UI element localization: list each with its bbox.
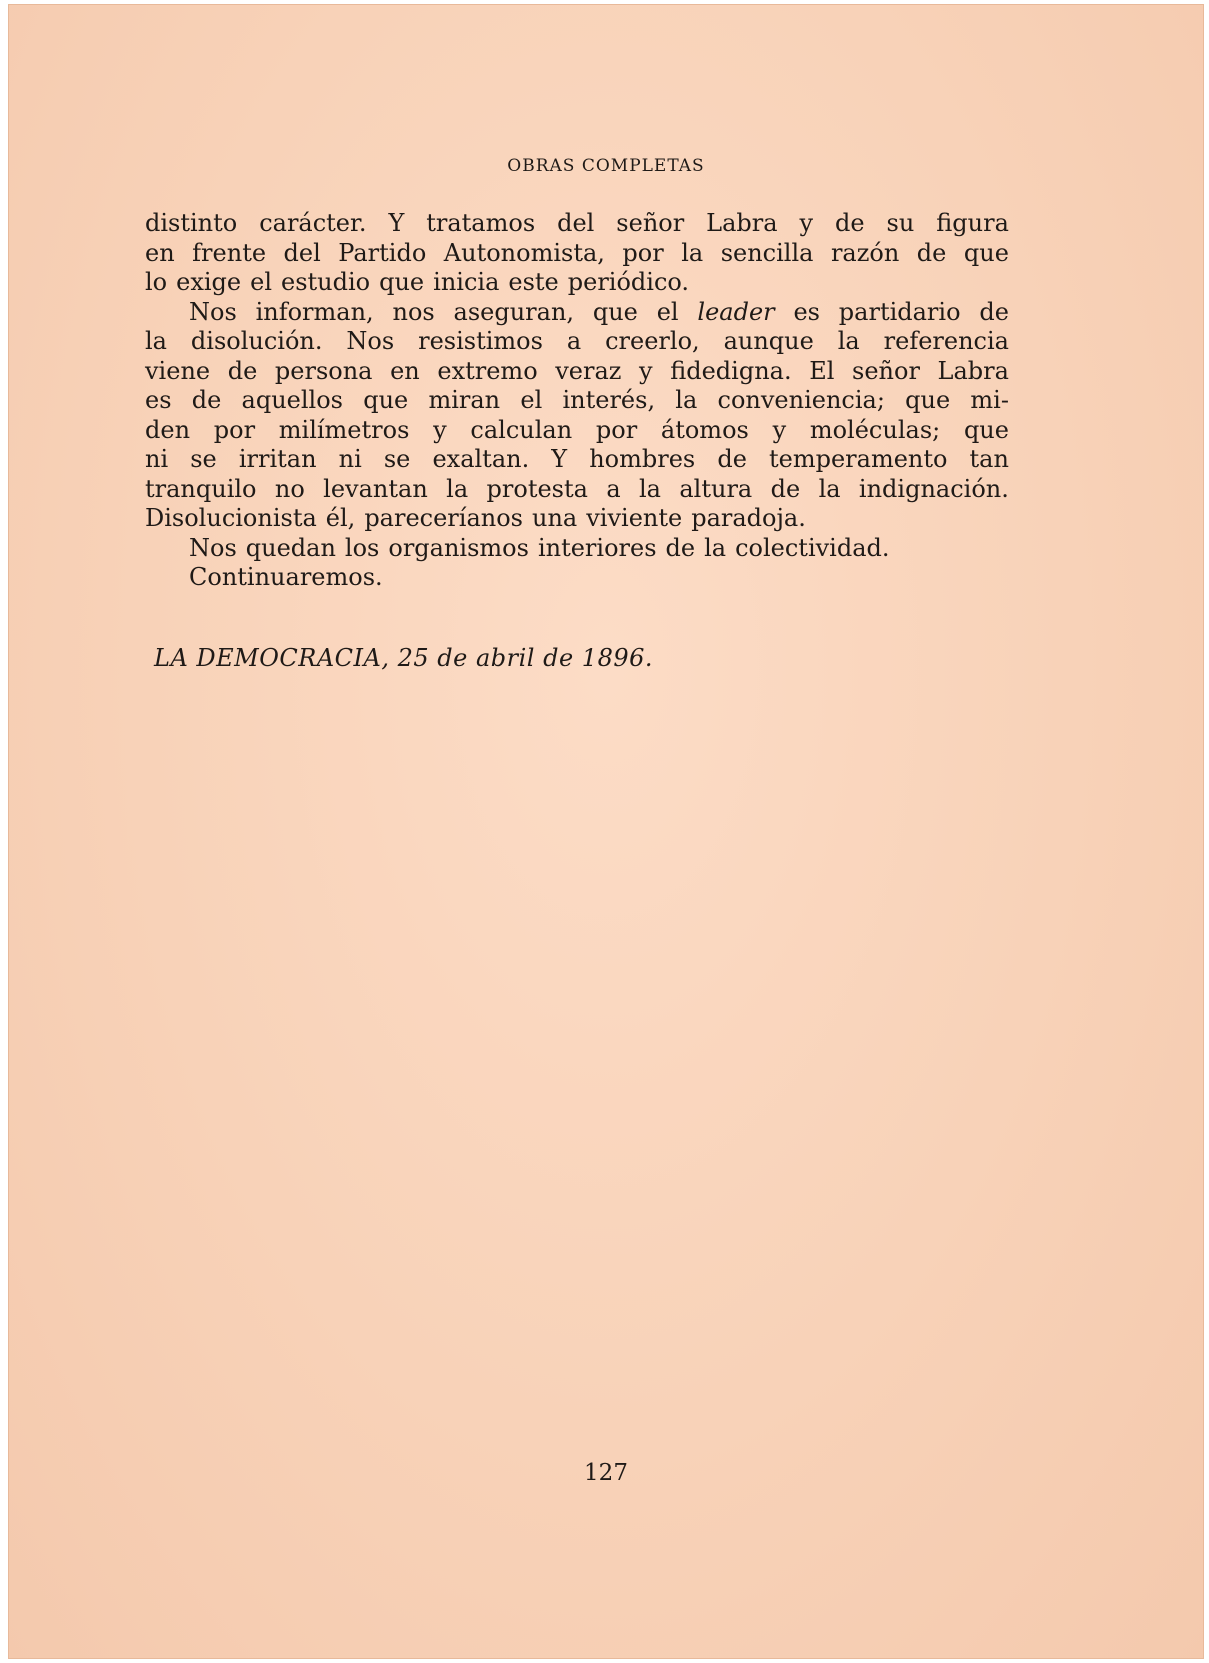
word: este	[508, 268, 559, 296]
word: y	[433, 415, 447, 444]
word: a	[566, 327, 582, 355]
word: Labra	[937, 356, 1009, 385]
word: Partido	[338, 238, 427, 267]
text-line	[145, 268, 1009, 298]
word: temperamento	[768, 445, 948, 473]
word: de	[979, 297, 1009, 326]
word: lo	[145, 268, 168, 296]
word: ni	[338, 445, 362, 473]
word: miran	[428, 386, 501, 414]
word: el	[250, 268, 272, 296]
word: la	[837, 327, 860, 355]
word: viviente	[586, 504, 683, 532]
word: partidario	[838, 297, 961, 326]
word: es	[145, 386, 172, 414]
word: veraz	[555, 356, 622, 385]
word: inicia	[433, 268, 500, 296]
page-number: 127	[584, 1460, 628, 1486]
word: señor	[852, 356, 920, 385]
word: átomos	[660, 415, 749, 444]
word: mi-	[970, 386, 1009, 414]
text-line	[145, 504, 1009, 534]
word: disolución.	[190, 327, 323, 355]
word: nos	[392, 297, 435, 326]
word: moléculas;	[809, 415, 941, 444]
word: y	[772, 415, 787, 444]
word: y	[799, 209, 814, 237]
word: la	[675, 386, 698, 414]
word: interés,	[562, 386, 656, 414]
word: Y	[388, 209, 405, 237]
word: de	[835, 209, 865, 237]
word: periódico.	[567, 268, 690, 296]
word: Nos	[189, 297, 237, 326]
word: fidedigna.	[670, 356, 792, 385]
word: de	[665, 533, 696, 562]
word: que	[963, 415, 1009, 444]
word: razón	[830, 238, 900, 267]
word: El	[809, 356, 835, 385]
word: Disolucionista	[145, 504, 317, 532]
word: de	[717, 445, 747, 473]
word: irritan	[238, 445, 317, 473]
word: es	[793, 297, 820, 326]
word: conveniencia;	[717, 386, 885, 414]
word: Y	[551, 445, 568, 473]
word: que	[363, 386, 409, 414]
word: la	[145, 327, 167, 355]
word: exige	[176, 268, 242, 296]
word: el	[656, 297, 679, 326]
word: de	[916, 238, 947, 267]
word: hombres	[589, 445, 696, 473]
word: interiores	[537, 533, 657, 562]
word: ni	[145, 445, 169, 473]
word: el	[520, 386, 543, 414]
word: organismos	[388, 533, 529, 562]
word: señor	[616, 209, 685, 237]
word: colectividad.	[735, 533, 890, 562]
word: que	[963, 238, 1009, 267]
word: extremo	[437, 356, 538, 385]
word: de	[770, 474, 801, 503]
word: la	[704, 533, 727, 562]
text-line	[145, 209, 1009, 239]
word: en	[390, 356, 420, 385]
word: la	[681, 238, 704, 267]
word: del	[557, 209, 595, 237]
word: tan	[969, 445, 1009, 473]
word: se	[190, 445, 217, 473]
word: una	[531, 504, 578, 532]
word: tratamos	[426, 209, 536, 237]
word: aquellos	[241, 386, 343, 414]
word: estudio	[281, 268, 371, 296]
word: viene	[145, 356, 211, 385]
word: por	[622, 238, 664, 267]
word: por	[595, 415, 638, 444]
word: él,	[325, 504, 356, 532]
word: informan,	[255, 297, 374, 326]
word: la	[446, 474, 469, 503]
word: figura	[936, 209, 1009, 237]
book-page	[8, 4, 1204, 1659]
word: calculan	[470, 415, 573, 444]
running-head: OBRAS COMPLETAS	[507, 156, 705, 176]
word: aseguran,	[453, 297, 575, 326]
text-line	[145, 298, 1009, 328]
word: no	[274, 474, 305, 503]
word: a	[606, 474, 621, 503]
word: den	[145, 415, 191, 444]
word: se	[383, 445, 411, 473]
word: y	[639, 356, 653, 385]
word: carácter.	[259, 209, 367, 237]
text-line	[145, 357, 1009, 387]
word: creerlo,	[605, 327, 700, 355]
word: Nos	[189, 533, 237, 562]
text-line	[145, 386, 1009, 416]
word: resistimos	[418, 327, 543, 355]
word: de	[227, 356, 258, 385]
word: referencia	[883, 327, 1009, 355]
word: levantan	[323, 474, 428, 503]
source-citation: LA DEMOCRACIA, 25 de abril de 1896.	[154, 644, 653, 672]
word: frente	[192, 238, 267, 267]
word: aunque	[723, 327, 814, 355]
word: que	[379, 268, 425, 296]
text-line	[145, 563, 1009, 593]
word: la	[818, 474, 841, 503]
word: altura	[679, 474, 753, 503]
text-line	[145, 239, 1009, 269]
word: milímetros	[278, 415, 410, 444]
word: indignación.	[858, 474, 1009, 503]
word: que	[905, 386, 951, 414]
word: pareceríanos	[364, 504, 523, 532]
word: tranquilo	[145, 474, 257, 503]
text-line	[145, 475, 1009, 505]
word: que	[592, 297, 638, 326]
word: protesta	[486, 474, 588, 503]
word: por	[213, 415, 256, 444]
word: Nos	[346, 327, 395, 355]
body-text	[145, 209, 1009, 593]
text-line	[145, 445, 1009, 475]
italic-word: leader	[697, 297, 775, 326]
word: la	[639, 474, 661, 503]
word: quedan	[245, 533, 336, 562]
word: distinto	[145, 209, 238, 237]
word: Labra	[706, 209, 778, 237]
text-line	[145, 327, 1009, 357]
word: Continuaremos.	[189, 563, 383, 591]
word: los	[344, 533, 380, 562]
word: exaltan.	[432, 445, 530, 473]
word: Autonomista,	[443, 238, 605, 267]
word: persona	[274, 356, 373, 385]
text-line	[145, 534, 1009, 564]
word: paradoja.	[691, 504, 806, 532]
word: en	[145, 238, 175, 267]
word: de	[191, 386, 222, 414]
text-line	[145, 416, 1009, 446]
word: su	[886, 209, 915, 237]
word: sencilla	[720, 238, 814, 267]
word: del	[283, 238, 321, 267]
